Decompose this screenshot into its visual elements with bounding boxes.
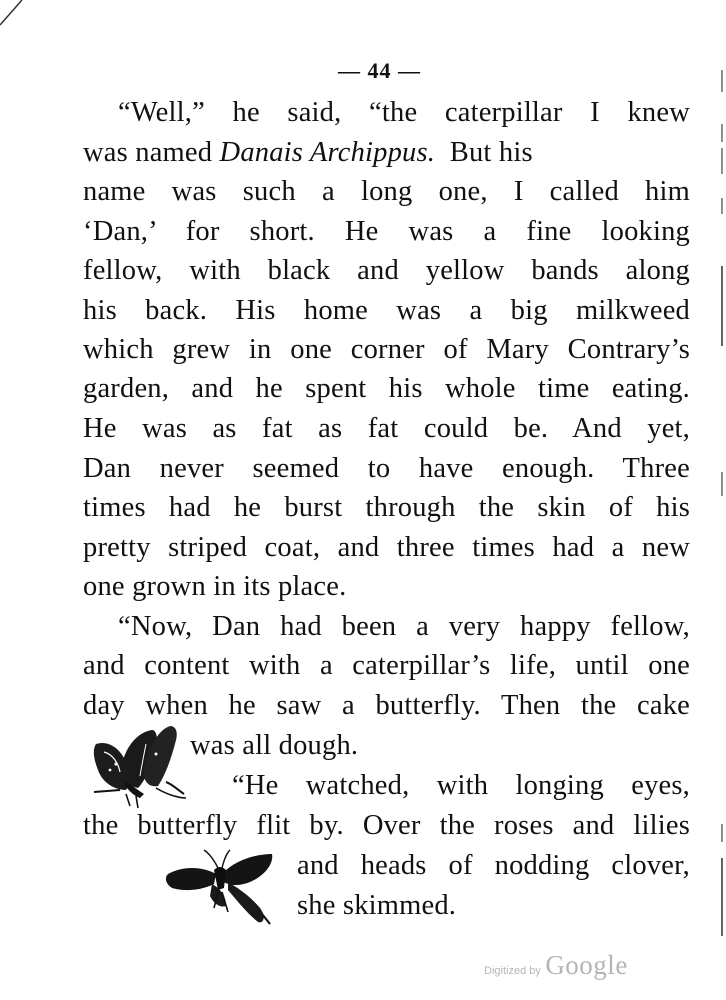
text-line: He was as fat as fat could be. And yet, bbox=[83, 413, 690, 444]
text-line: one grown in its place. bbox=[83, 571, 347, 602]
text-line: was all dough. bbox=[190, 730, 359, 761]
text-line: she skimmed. bbox=[297, 890, 457, 921]
page-number: — 44 — bbox=[338, 58, 421, 83]
text-fragment: But his bbox=[435, 137, 533, 168]
digitized-by-google-watermark bbox=[484, 950, 628, 981]
text-line: fellow, with black and yellow bands along bbox=[83, 255, 690, 286]
scan-edge-marks bbox=[716, 0, 726, 1000]
text-line: which grew in one corner of Mary Contrary’s bbox=[83, 334, 690, 365]
text-line: Dan never seemed to have enough. Three bbox=[83, 453, 690, 484]
text-line: and heads of nodding clover, bbox=[297, 850, 690, 881]
text-line: “Now, Dan had been a very happy fellow, bbox=[118, 611, 690, 642]
text-line: “Well,” he said, “the caterpillar I knew bbox=[118, 97, 690, 128]
text-line: “He watched, with longing eyes, bbox=[232, 770, 690, 801]
text-line: ‘Dan,’ for short. He was a fine looking bbox=[83, 216, 690, 247]
text-line: pretty striped coat, and three times had a new bbox=[83, 532, 690, 563]
google-logo: Google bbox=[545, 950, 628, 980]
watermark-prefix: Digitized by bbox=[484, 965, 541, 977]
text-line: name was such a long one, I called him bbox=[83, 176, 690, 207]
text-line: day when he saw a butterfly. Then the cake bbox=[83, 690, 690, 721]
butterfly-illustration-icon bbox=[86, 724, 194, 810]
butterfly-illustration-icon bbox=[164, 848, 276, 928]
text-line: and content with a caterpillar’s life, until one bbox=[83, 650, 690, 681]
text-fragment: was named bbox=[83, 137, 220, 168]
text-line bbox=[83, 136, 693, 170]
species-name: Danais Archippus. bbox=[219, 137, 436, 168]
text-line: times had he burst through the skin of his bbox=[83, 492, 690, 523]
text-line: the butterfly flit by. Over the roses and lilies bbox=[83, 810, 690, 841]
text-line: his back. His home was a big milkweed bbox=[83, 295, 690, 326]
page-corner-line bbox=[0, 0, 30, 30]
text-line: garden, and he spent his whole time eating. bbox=[83, 373, 690, 404]
